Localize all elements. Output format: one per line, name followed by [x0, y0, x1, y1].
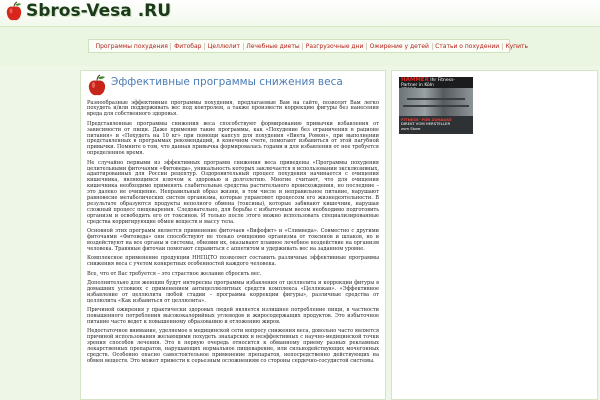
nav-item-buy[interactable]: Купить [505, 42, 529, 50]
article-paragraph: Представленные программы снижения веса способствуют формированию привычки избавления от зависимости от пищи. Даже применив такие программы, как «Похудение без ограничения в рационе питания» и «Похудеть на 10 кг» при помощи капсул для похудения «Виета Ромон», при выполнении представленных в программах рекомендаций, в конечном счете, помогают избавиться от этой пагубной привычки. Помните о том, что данная привычка формировалась годами и для избавления от нее требуется определенное время. [87, 120, 379, 157]
ad-footer [399, 116, 473, 134]
apple-icon [87, 75, 107, 97]
ad-header [399, 77, 473, 88]
article-paragraph: Причиной ожирения у практически здоровых людей является излишнее потребление пищи, в частности повышенного потребления высококалорийных углеводов и жиросодержащих продуктов. Это избыточное питание часто ведет к повышенному образованию и отложению жиров. [87, 307, 379, 325]
article-paragraph: Не случайно первыми из эффективных программ снижения веса приведены «Программы похудения целительными фиточаями «Фитоведа», уникальность которых заключается в использовании эксклюзивных, адаптированных для России рецептур. Оздоровительный процесс похудения начинается с очищения кишечника, являющимся ключом к здоровью и долголетию. Многие считают, что для очищения кишечника необходимо применять слабительные средства растительного происхождения, но последние – это далеко не очищение. Неправильный образ жизни, в том числе и неправильное питание, нарушают равновесие метаболических систем организма, которые управляют процессом его жизнедеятельности. В результате образуются продукты неполного обмена (токсины), которые забивают кишечник, нарушая сложный процесс пищеварения. Следовательно, для борьбы с избыточным весом необходимо подготовить организм и освободить его от токсинов. И только после этого можно использовать специализированные средства корригирующие обмен веществ и массу тела. [87, 159, 379, 225]
article-paragraph: Комплексное применение продукции ННПЦТО позволяет составить различные эффективные программы снижения веса с учетом конкретных особенностей каждого человека. [87, 255, 379, 268]
ad-tagline: Ihr Fitness-Partner in Köln [401, 78, 455, 88]
apple-logo-icon[interactable] [5, 2, 23, 22]
nav-item-fasting-days[interactable]: Разгрузочные дни [303, 43, 367, 50]
main-nav [88, 39, 529, 53]
site-name: Sbros-Vesa [26, 1, 132, 21]
nav-item-articles[interactable]: Статьи о похудении [433, 43, 503, 50]
ad-cta[interactable]: zum Store [401, 125, 421, 131]
nav-item-weight-loss-programs[interactable]: Программы похудения [93, 43, 171, 50]
article-paragraph: Разнообразные эффективные программы похудения, предлагаемые Вам на сайте, позволят Вам легко похудеть и/или поддерживать вес под контролем, а также произвести коррекцию фигуры без нанесения вреда для собственного здоровья. [87, 99, 379, 118]
nav-bar-background [0, 26, 600, 67]
site-header [0, 0, 600, 26]
page-title: Эффективные программы снижения веса [111, 76, 343, 88]
ad-subline: DIREKT VOM HERSTELLER [401, 121, 451, 127]
article-paragraph: Все, что от Вас требуется – это страстное желание сбросить вес. [87, 270, 262, 277]
article-header [87, 75, 379, 97]
ad-photo-detail [407, 98, 465, 100]
ad-headline: FITNESS- FÜR ZUHAUSE [401, 117, 452, 122]
article-paragraph: Дополнительно для женщин будут интересны программы избавления от целлюлита и коррекции фигуры в домашних условиях с применением антицеллюлитных средств комплекса «Целлюкан». «Эффективное избавление от целлюлита любой стадии – программа коррекции фигуры», различные средства от целлюлита «Как избавиться от целлюлита». [87, 279, 379, 304]
site-logo[interactable] [26, 1, 171, 21]
article-content [80, 70, 386, 400]
nav-item-fitobar[interactable]: Фитобар [171, 43, 205, 50]
ad-photo-detail [403, 105, 469, 107]
nav-item-cellulite[interactable]: Целлюлит [205, 43, 244, 50]
ad-gym-photo [399, 88, 473, 116]
nav-item-child-obesity[interactable]: Ожирение у детей [367, 43, 433, 50]
ad-brand: HAMMER [401, 77, 429, 83]
sidebar-ad-banner[interactable] [399, 77, 473, 134]
sidebar [391, 70, 598, 400]
nav-item-diets[interactable]: Лечебные диеты [244, 43, 304, 50]
article-paragraph: Недостаточное внимание, уделяемое в медицинской сети вопросу снижения веса, довольно часто является причиной использования желающими похудеть знахарских и неэффективных с научно-медицинской точки зрения способов лечения. Это в первую очередь относится к обманному приему разных рекламных лекарственных препаратов, нарушающих нормальное пищеварение, или сильнодействующих мочегонных средств. Особенно опасно самостоятельное применение препаратов, непосредственно действующих на обмен веществ. Это может привести к серьезным осложнениям со стороны сердечно-сосудистой системы. [87, 328, 379, 364]
article-paragraph: Основной этих программ является применение фиточаев «Вифофит» и «Слимведа». Совместно с другими фиточаями «Фитоведа» они способствуют не только очищению организма от токсинов и шлаков, но и воздействуют на все органы и системы, обновив их, оказывают плавное лечебное воздействие на организм человека. Травяные фиточаи помогают справиться с аппетитом и удерживать вес на заданном уровне. [87, 228, 379, 252]
site-tld: .RU [137, 1, 172, 21]
